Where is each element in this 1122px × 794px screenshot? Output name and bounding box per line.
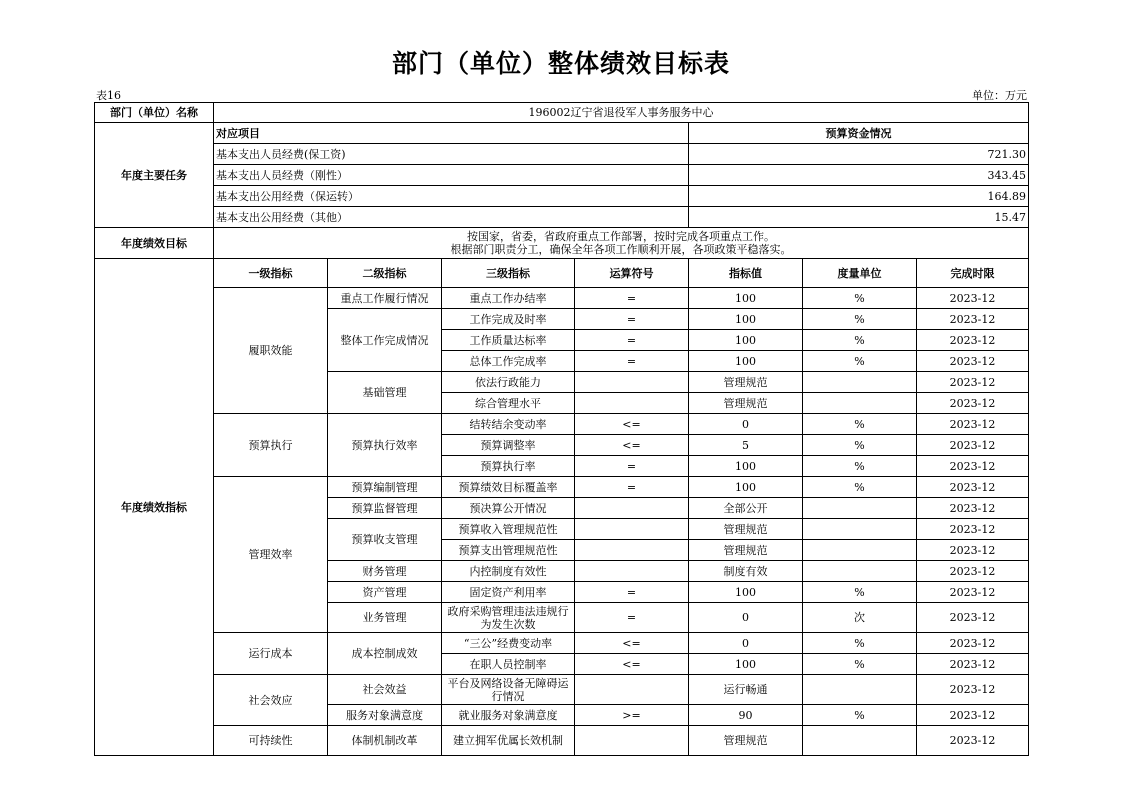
header-value: 指标值 (689, 259, 803, 288)
level1-indicator: 社会效应 (214, 675, 328, 726)
target-value-cell: 0 (689, 414, 803, 435)
measure-unit-cell: % (803, 582, 917, 603)
level2-indicator: 基础管理 (328, 372, 442, 414)
level3-indicator: 总体工作完成率 (442, 351, 575, 372)
level3-indicator: 综合管理水平 (442, 393, 575, 414)
measure-unit-cell (803, 393, 917, 414)
target-value-cell: 100 (689, 351, 803, 372)
task-amount: 15.47 (689, 207, 1029, 228)
header-level3: 三级指标 (442, 259, 575, 288)
level2-indicator: 预算执行效率 (328, 414, 442, 477)
target-value-cell: 5 (689, 435, 803, 456)
deadline-cell: 2023-12 (917, 351, 1029, 372)
deadline-cell: 2023-12 (917, 582, 1029, 603)
level3-indicator: 预算绩效目标覆盖率 (442, 477, 575, 498)
task-name: 基本支出人员经费（刚性） (214, 165, 689, 186)
measure-unit-cell: % (803, 330, 917, 351)
level2-indicator: 预算监督管理 (328, 498, 442, 519)
header-operator: 运算符号 (575, 259, 689, 288)
header-unit: 度量单位 (803, 259, 917, 288)
dept-name-label: 部门（单位）名称 (95, 103, 214, 123)
deadline-cell: 2023-12 (917, 309, 1029, 330)
operator-cell (575, 498, 689, 519)
level3-indicator: 平台及网络设备无障碍运行情况 (442, 675, 575, 705)
operator-cell (575, 519, 689, 540)
target-value-cell: 100 (689, 456, 803, 477)
deadline-cell: 2023-12 (917, 603, 1029, 633)
level3-indicator: 工作质量达标率 (442, 330, 575, 351)
target-value-cell: 100 (689, 654, 803, 675)
operator-cell (575, 726, 689, 756)
operator-cell: <= (575, 654, 689, 675)
measure-unit-cell (803, 540, 917, 561)
dept-name-value: 196002辽宁省退役军人事务服务中心 (214, 103, 1029, 123)
level2-indicator: 体制机制改革 (328, 726, 442, 756)
level2-indicator: 业务管理 (328, 603, 442, 633)
page-title: 部门（单位）整体绩效目标表 (391, 49, 730, 78)
task-amount: 343.45 (689, 165, 1029, 186)
operator-cell: <= (575, 435, 689, 456)
level3-indicator: 固定资产利用率 (442, 582, 575, 603)
measure-unit-cell: % (803, 435, 917, 456)
level2-indicator: 预算收支管理 (328, 519, 442, 561)
measure-unit-cell: % (803, 414, 917, 435)
target-value-cell: 100 (689, 288, 803, 309)
operator-cell: = (575, 582, 689, 603)
target-value-cell: 运行畅通 (689, 675, 803, 705)
target-value-cell: 100 (689, 582, 803, 603)
level2-indicator: 重点工作履行情况 (328, 288, 442, 309)
target-value-cell: 0 (689, 603, 803, 633)
level3-indicator: 就业服务对象满意度 (442, 705, 575, 726)
target-value-cell: 管理规范 (689, 372, 803, 393)
level3-indicator: 内控制度有效性 (442, 561, 575, 582)
target-value-cell: 管理规范 (689, 393, 803, 414)
target-value-cell: 全部公开 (689, 498, 803, 519)
operator-cell: = (575, 456, 689, 477)
operator-cell (575, 372, 689, 393)
level3-indicator: 预算调整率 (442, 435, 575, 456)
measure-unit-cell: % (803, 351, 917, 372)
operator-cell (575, 561, 689, 582)
deadline-cell: 2023-12 (917, 393, 1029, 414)
indicator-row (95, 477, 1029, 498)
level3-indicator: 依法行政能力 (442, 372, 575, 393)
operator-cell: >= (575, 705, 689, 726)
deadline-cell: 2023-12 (917, 633, 1029, 654)
goal-line-2: 根据部门职责分工，确保全年各项工作顺利开展，各项政策平稳落实。 (450, 243, 792, 256)
deadline-cell: 2023-12 (917, 540, 1029, 561)
level2-indicator: 预算编制管理 (328, 477, 442, 498)
measure-unit-cell (803, 726, 917, 756)
task-amount: 721.30 (689, 144, 1029, 165)
level2-indicator: 整体工作完成情况 (328, 309, 442, 372)
level3-indicator: 在职人员控制率 (442, 654, 575, 675)
measure-unit-cell (803, 498, 917, 519)
deadline-cell: 2023-12 (917, 561, 1029, 582)
deadline-cell: 2023-12 (917, 372, 1029, 393)
indicator-row (95, 633, 1029, 654)
task-name: 基本支出公用经费（其他） (214, 207, 689, 228)
target-value-cell: 100 (689, 477, 803, 498)
annual-goal-label: 年度绩效目标 (95, 228, 214, 259)
operator-cell: = (575, 603, 689, 633)
level2-indicator: 成本控制成效 (328, 633, 442, 675)
target-value-cell: 管理规范 (689, 519, 803, 540)
annual-goal-text (214, 228, 1029, 259)
table-number: 表16 (96, 89, 121, 102)
deadline-cell: 2023-12 (917, 726, 1029, 756)
level1-indicator: 履职效能 (214, 288, 328, 414)
indicator-row (95, 288, 1029, 309)
operator-cell (575, 393, 689, 414)
target-value-cell: 制度有效 (689, 561, 803, 582)
operator-cell (575, 540, 689, 561)
level2-indicator: 财务管理 (328, 561, 442, 582)
deadline-cell: 2023-12 (917, 477, 1029, 498)
measure-unit-cell (803, 372, 917, 393)
level2-indicator: 服务对象满意度 (328, 705, 442, 726)
deadline-cell: 2023-12 (917, 414, 1029, 435)
indicator-row (95, 726, 1029, 756)
target-value-cell: 管理规范 (689, 540, 803, 561)
level3-indicator: 预算收入管理规范性 (442, 519, 575, 540)
col-project-header: 对应项目 (214, 123, 689, 144)
deadline-cell: 2023-12 (917, 705, 1029, 726)
deadline-cell: 2023-12 (917, 288, 1029, 309)
measure-unit-cell: % (803, 654, 917, 675)
task-name: 基本支出公用经费（保运转） (214, 186, 689, 207)
level3-indicator: 工作完成及时率 (442, 309, 575, 330)
measure-unit-cell: % (803, 456, 917, 477)
level3-indicator: 政府采购管理违法违规行为发生次数 (442, 603, 575, 633)
indicator-row (95, 675, 1029, 705)
measure-unit-cell: % (803, 288, 917, 309)
level1-indicator: 预算执行 (214, 414, 328, 477)
level1-indicator: 可持续性 (214, 726, 328, 756)
level3-indicator: 预算执行率 (442, 456, 575, 477)
level3-indicator: 预决算公开情况 (442, 498, 575, 519)
level3-indicator: 建立拥军优属长效机制 (442, 726, 575, 756)
deadline-cell: 2023-12 (917, 456, 1029, 477)
deadline-cell: 2023-12 (917, 435, 1029, 456)
target-value-cell: 90 (689, 705, 803, 726)
level3-indicator: 结转结余变动率 (442, 414, 575, 435)
header-level2: 二级指标 (328, 259, 442, 288)
deadline-cell: 2023-12 (917, 675, 1029, 705)
header-deadline: 完成时限 (917, 259, 1029, 288)
operator-cell: = (575, 330, 689, 351)
operator-cell: = (575, 351, 689, 372)
col-budget-header: 预算资金情况 (689, 123, 1029, 144)
level2-indicator: 资产管理 (328, 582, 442, 603)
goal-line-1: 按国家，省委，省政府重点工作部署，按时完成各项重点工作。 (467, 230, 775, 243)
level3-indicator: 重点工作办结率 (442, 288, 575, 309)
level3-indicator: 预算支出管理规范性 (442, 540, 575, 561)
operator-cell (575, 675, 689, 705)
level1-indicator: 管理效率 (214, 477, 328, 633)
measure-unit-cell: % (803, 309, 917, 330)
measure-unit-cell: % (803, 705, 917, 726)
task-amount: 164.89 (689, 186, 1029, 207)
deadline-cell: 2023-12 (917, 519, 1029, 540)
target-value-cell: 0 (689, 633, 803, 654)
annual-tasks-label: 年度主要任务 (95, 123, 214, 228)
task-name: 基本支出人员经费(保工资) (214, 144, 689, 165)
header-level1: 一级指标 (214, 259, 328, 288)
level3-indicator: “三公”经费变动率 (442, 633, 575, 654)
measure-unit-cell (803, 675, 917, 705)
unit-label: 单位：万元 (972, 89, 1027, 102)
indicator-row (95, 414, 1029, 435)
level1-indicator: 运行成本 (214, 633, 328, 675)
operator-cell: = (575, 309, 689, 330)
performance-table (94, 102, 1029, 756)
measure-unit-cell: % (803, 633, 917, 654)
deadline-cell: 2023-12 (917, 498, 1029, 519)
operator-cell: <= (575, 414, 689, 435)
deadline-cell: 2023-12 (917, 654, 1029, 675)
level2-indicator: 社会效益 (328, 675, 442, 705)
target-value-cell: 100 (689, 330, 803, 351)
deadline-cell: 2023-12 (917, 330, 1029, 351)
indicators-label: 年度绩效指标 (95, 259, 214, 756)
measure-unit-cell (803, 561, 917, 582)
operator-cell: <= (575, 633, 689, 654)
measure-unit-cell (803, 519, 917, 540)
target-value-cell: 100 (689, 309, 803, 330)
measure-unit-cell: % (803, 477, 917, 498)
measure-unit-cell: 次 (803, 603, 917, 633)
target-value-cell: 管理规范 (689, 726, 803, 756)
operator-cell: = (575, 288, 689, 309)
operator-cell: = (575, 477, 689, 498)
